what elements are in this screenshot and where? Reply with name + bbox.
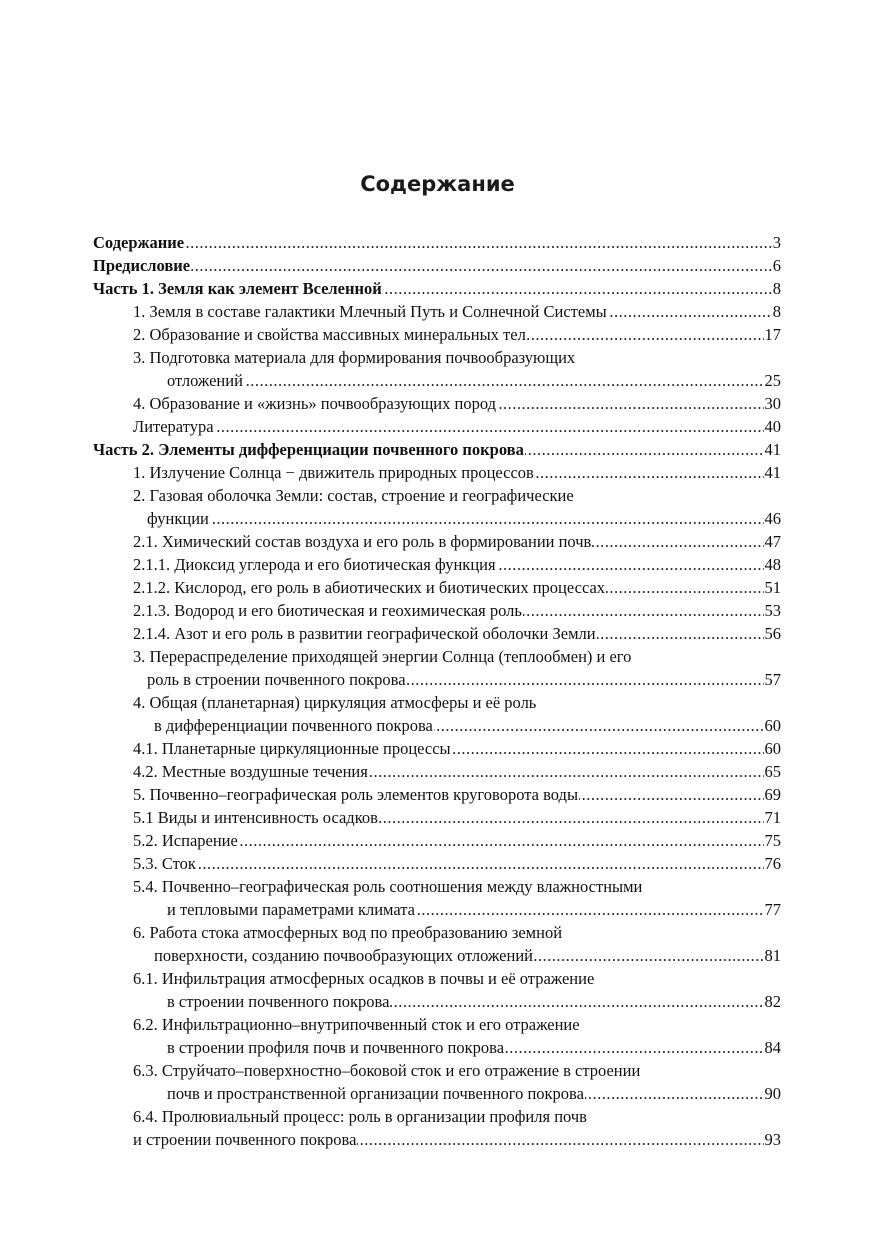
toc-entry-title: Содержание bbox=[93, 233, 185, 252]
toc-entry-page-number: 90 bbox=[764, 1084, 781, 1103]
toc-entry-title: Предисловие bbox=[93, 256, 191, 275]
toc-entry-title: 5.3. Сток bbox=[133, 854, 196, 873]
toc-entry-title: отложений bbox=[167, 371, 243, 390]
toc-entry-title: в дифференциации почвенного покрова bbox=[154, 716, 433, 735]
toc-entry[interactable] bbox=[93, 277, 781, 300]
toc-entry-page-number: 48 bbox=[764, 555, 781, 574]
toc-entry[interactable] bbox=[93, 829, 781, 852]
toc-entry[interactable] bbox=[93, 346, 781, 369]
toc-entry[interactable] bbox=[93, 507, 781, 530]
toc-entry-page-number: 60 bbox=[764, 739, 781, 758]
toc-entry-title: 4.1. Планетарные циркуляционные процессы bbox=[133, 739, 451, 758]
toc-entry[interactable] bbox=[93, 967, 781, 990]
toc-entry-title: 4.2. Местные воздушные течения bbox=[133, 762, 368, 781]
toc-entry-title: 5.4. Почвенно–географическая роль соотношения между влажностными bbox=[133, 877, 643, 896]
toc-entry[interactable] bbox=[93, 1036, 781, 1059]
toc-entry-page-number: 17 bbox=[764, 325, 781, 344]
toc-entry-page-number: 56 bbox=[764, 624, 781, 643]
toc-entry[interactable] bbox=[93, 760, 781, 783]
toc-entry-title: 5. Почвенно–географическая роль элементов круговорота воды bbox=[133, 785, 579, 804]
toc-entry-page-number: 76 bbox=[764, 854, 781, 873]
toc-entry-page-number: 3 bbox=[772, 233, 781, 252]
toc-entry-title: 4. Общая (планетарная) циркуляция атмосферы и её роль bbox=[133, 693, 537, 712]
toc-entry-page-number: 84 bbox=[764, 1038, 781, 1057]
toc-entry-page-number: 81 bbox=[764, 946, 781, 965]
toc-entry-page-number: 8 bbox=[772, 302, 781, 321]
toc-entry-title: 2. Газовая оболочка Земли: состав, строение и географические bbox=[133, 486, 574, 505]
toc-entry-page-number: 25 bbox=[764, 371, 781, 390]
toc-entry-title: в строении почвенного покрова bbox=[167, 992, 390, 1011]
toc-entry-title: 5.2. Испарение bbox=[133, 831, 238, 850]
toc-entry-title: 6.3. Струйчато–поверхностно–боковой сток и его отражение в строении bbox=[133, 1061, 641, 1080]
toc-entry-title: 2.1.4. Азот и его роль в развитии географической оболочки Земли bbox=[133, 624, 596, 643]
toc-entry-title: 5.1 Виды и интенсивность осадков bbox=[133, 808, 378, 827]
page-title: Содержание bbox=[360, 172, 515, 196]
toc-entry[interactable] bbox=[93, 1059, 781, 1082]
toc-entry-page-number: 60 bbox=[764, 716, 781, 735]
toc-entry-title: 2.1. Химический состав воздуха и его роль в формировании почв bbox=[133, 532, 592, 551]
toc-entry-title: Литература bbox=[133, 417, 214, 436]
toc-entry[interactable] bbox=[93, 875, 781, 898]
toc-entry-title: поверхности, созданию почвообразующих отложений bbox=[154, 946, 533, 965]
toc-entry[interactable] bbox=[93, 484, 781, 507]
toc-entry-page-number: 8 bbox=[772, 279, 781, 298]
toc-entry-title: 6.4. Пролювиальный процесс: роль в организации профиля почв bbox=[133, 1107, 587, 1126]
toc-entry[interactable] bbox=[93, 415, 781, 438]
toc-entry-page-number: 46 bbox=[764, 509, 781, 528]
toc-entry-page-number: 6 bbox=[772, 256, 781, 275]
toc-entry[interactable] bbox=[93, 806, 781, 829]
toc-entry-page-number: 41 bbox=[764, 440, 781, 459]
toc-entry-title: 1. Земля в составе галактики Млечный Путь и Солнечной Системы bbox=[133, 302, 607, 321]
toc-entry[interactable] bbox=[93, 300, 781, 323]
toc-entry-title: и тепловыми параметрами климата bbox=[167, 900, 415, 919]
toc-entry[interactable] bbox=[93, 599, 781, 622]
toc-entry[interactable] bbox=[93, 691, 781, 714]
toc-entry[interactable] bbox=[93, 944, 781, 967]
toc-entry[interactable] bbox=[93, 1082, 781, 1105]
toc-entry[interactable] bbox=[93, 323, 781, 346]
toc-entry-title: 2.1.2. Кислород, его роль в абиотических и биотических процессах bbox=[133, 578, 606, 597]
toc-entry-page-number: 82 bbox=[764, 992, 781, 1011]
toc-entry[interactable] bbox=[93, 852, 781, 875]
toc-entry-page-number: 65 bbox=[764, 762, 781, 781]
toc-entry-page-number: 40 bbox=[764, 417, 781, 436]
toc-entry-page-number: 93 bbox=[764, 1130, 781, 1149]
toc-entry[interactable] bbox=[93, 1128, 781, 1151]
toc-entry-page-number: 53 bbox=[764, 601, 781, 620]
toc-entry[interactable] bbox=[93, 392, 781, 415]
toc-entry-title: 2.1.3. Водород и его биотическая и геохимическая роль bbox=[133, 601, 522, 620]
toc-entry[interactable] bbox=[93, 530, 781, 553]
toc-entry-title: функции bbox=[147, 509, 209, 528]
toc-entry[interactable] bbox=[93, 737, 781, 760]
toc-entry-title: 6. Работа стока атмосферных вод по преобразованию земной bbox=[133, 923, 563, 942]
toc-entry-title: 4. Образование и «жизнь» почвообразующих пород bbox=[133, 394, 496, 413]
toc-entry-title: 3. Перераспределение приходящей энергии Солнца (теплообмен) и его bbox=[133, 647, 632, 666]
toc-entry-title: в строении профиля почв и почвенного покрова bbox=[167, 1038, 505, 1057]
toc-entry[interactable] bbox=[93, 990, 781, 1013]
toc-entry[interactable] bbox=[93, 369, 781, 392]
toc-entry[interactable] bbox=[93, 622, 781, 645]
toc-entry[interactable] bbox=[93, 254, 781, 277]
toc-entry[interactable] bbox=[93, 668, 781, 691]
toc-entry-title: 6.2. Инфильтрационно–внутрипочвенный сток и его отражение bbox=[133, 1015, 580, 1034]
toc-entry-page-number: 57 bbox=[764, 670, 781, 689]
toc-entry-title: почв и пространственной организации почвенного покрова bbox=[167, 1084, 584, 1103]
toc-entry[interactable] bbox=[93, 576, 781, 599]
toc-entry-page-number: 30 bbox=[764, 394, 781, 413]
toc-entry-page-number: 41 bbox=[764, 463, 781, 482]
toc-entry[interactable] bbox=[93, 231, 781, 254]
toc-entry-title: 1. Излучение Солнца − движитель природных процессов bbox=[133, 463, 534, 482]
toc-entry[interactable] bbox=[93, 714, 781, 737]
table-of-contents bbox=[93, 231, 781, 1151]
toc-entry[interactable] bbox=[93, 898, 781, 921]
toc-entry-title: роль в строении почвенного покрова bbox=[147, 670, 406, 689]
toc-entry-title: 6.1. Инфильтрация атмосферных осадков в почвы и её отражение bbox=[133, 969, 595, 988]
toc-entry[interactable] bbox=[93, 645, 781, 668]
toc-entry[interactable] bbox=[93, 553, 781, 576]
toc-entry-page-number: 77 bbox=[764, 900, 781, 919]
toc-entry[interactable] bbox=[93, 783, 781, 806]
toc-entry-page-number: 51 bbox=[764, 578, 781, 597]
toc-entry[interactable] bbox=[93, 1105, 781, 1128]
toc-entry-page-number: 75 bbox=[764, 831, 781, 850]
toc-entry[interactable] bbox=[93, 921, 781, 944]
toc-entry[interactable] bbox=[93, 461, 781, 484]
toc-entry[interactable] bbox=[93, 438, 781, 461]
toc-entry-title: 2.1.1. Диоксид углерода и его биотическая функция bbox=[133, 555, 496, 574]
toc-entry-title: 2. Образование и свойства массивных минеральных тел bbox=[133, 325, 526, 344]
toc-entry-page-number: 47 bbox=[764, 532, 781, 551]
toc-entry-title: Часть 2. Элементы дифференциации почвенного покрова bbox=[93, 440, 524, 459]
toc-entry[interactable] bbox=[93, 1013, 781, 1036]
toc-entry-page-number: 69 bbox=[764, 785, 781, 804]
toc-entry-title: Часть 1. Земля как элемент Вселенной bbox=[93, 279, 382, 298]
toc-entry-title: 3. Подготовка материала для формирования почвообразующих bbox=[133, 348, 576, 367]
toc-entry-page-number: 71 bbox=[764, 808, 781, 827]
toc-entry-title: и строении почвенного покрова bbox=[133, 1130, 357, 1149]
